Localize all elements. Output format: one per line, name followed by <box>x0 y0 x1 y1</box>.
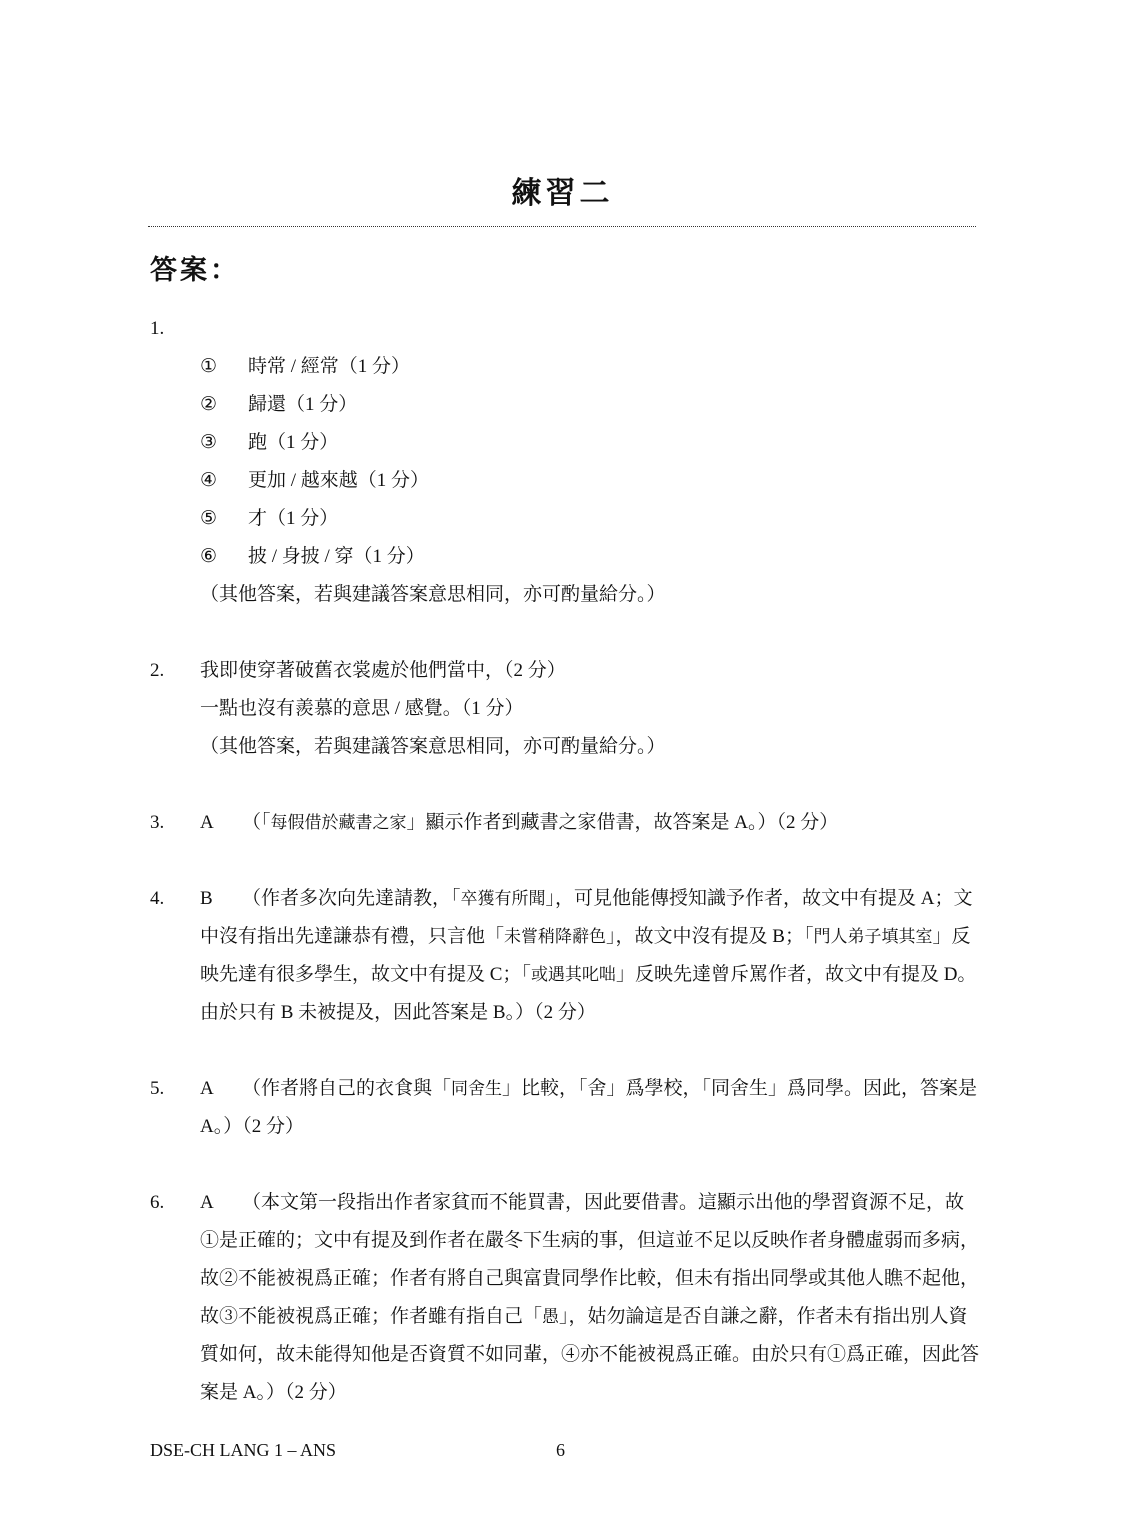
answers-heading: 答案： <box>150 255 240 286</box>
text-run: 」顯示作者到藏書之家借書，故答案是 A。）（2 分） <box>406 812 839 833</box>
answer-item <box>200 424 980 462</box>
answer-text <box>200 804 980 842</box>
item-marker: ② <box>200 394 218 415</box>
quotation: 每假借於藏書之家 <box>270 813 407 833</box>
item-marker: ③ <box>200 432 218 453</box>
question-3 <box>150 804 980 842</box>
answer-item <box>200 538 980 576</box>
text-run: 」反映先達曾斥罵作者，故文中有提及 D。由於只有 B 未被提及，因此答案是 B。）（2 分） <box>200 964 977 1023</box>
question-2 <box>150 652 980 766</box>
answer-line: 一點也沒有羨慕的意思 / 感覺。（1 分） <box>200 698 524 719</box>
answer-text <box>200 880 980 1032</box>
text-run: （作者多次向先達請教，「 <box>242 888 461 909</box>
answer-item <box>200 500 980 538</box>
answer-text <box>200 1184 980 1412</box>
answer-letter: A <box>200 812 214 833</box>
question-5 <box>150 1070 980 1146</box>
answer-item <box>200 348 980 386</box>
text-run: （作者將自己的衣食與「 <box>242 1078 452 1099</box>
title-divider <box>148 226 976 227</box>
text-run: 」，可見他能傳授知識予作者，故文中有提及 A；文中沒有指出先達謙恭有禮，只言他「 <box>200 888 973 947</box>
item-marker: ⑤ <box>200 508 218 529</box>
page-title: 練習二 <box>511 176 614 211</box>
text-run: 」，姑勿論這是否自謙之辭，作者未有指出別人資質如何，故未能得知他是否資質不如同輩，④亦不能被視爲正確。由於只有①爲正確，因此答案是 A。）（2 分） <box>200 1306 980 1403</box>
page-number: 6 <box>556 1440 565 1460</box>
question-number: 1. <box>150 318 165 339</box>
footer-code: DSE-CH LANG 1 – ANS <box>150 1440 337 1460</box>
text-run: 」比較，「舍」爲學校，「同舍生」爲同學。因此，答案是 A。）（2 分） <box>200 1078 978 1137</box>
item-marker: ⑥ <box>200 546 218 567</box>
quotation: 愚 <box>542 1307 560 1327</box>
item-text: 跑（1 分） <box>248 432 339 453</box>
item-text: 才（1 分） <box>248 508 339 529</box>
text-run: 」反映先達有很多學生，故文中有提及 C；「 <box>200 926 971 985</box>
item-marker: ① <box>200 356 218 377</box>
question-number: 4. <box>150 888 165 909</box>
text-run: （本文第一段指出作者家貧而不能買書，因此要借書。這顯示出他的學習資源不足，故①是正確的；文中有提及到作者在嚴冬下生病的事，但這並不足以反映作者身體虛弱而多病，故②不能被視爲正確；作者有將自己與富貴同學作比較，但未有指出同學或其他人瞧不起他，故③不能被視爲正確；作者雖有指自己「 <box>200 1192 980 1327</box>
answer-letter: B <box>200 888 213 909</box>
quotation: 卒獲有所聞 <box>460 889 546 909</box>
answer-list <box>150 310 980 1412</box>
quotation: 同舍生 <box>451 1079 503 1099</box>
marking-note: （其他答案，若與建議答案意思相同，亦可酌量給分。） <box>200 584 666 605</box>
item-text: 更加 / 越來越（1 分） <box>248 470 430 491</box>
question-1 <box>150 310 980 614</box>
item-text: 披 / 身披 / 穿（1 分） <box>248 546 425 567</box>
question-number: 2. <box>150 660 165 681</box>
quotation: 或遇其叱咄 <box>530 965 616 985</box>
answer-letter: A <box>200 1192 214 1213</box>
item-text: 歸還（1 分） <box>248 394 358 415</box>
marking-note: （其他答案，若與建議答案意思相同，亦可酌量給分。） <box>200 736 666 757</box>
answer-item <box>200 386 980 424</box>
quotation: 未嘗稍降辭色 <box>504 927 607 947</box>
answer-text <box>200 1070 980 1146</box>
quotation: 門人弟子填其室 <box>813 927 933 947</box>
answer-item <box>200 462 980 500</box>
question-number: 5. <box>150 1078 165 1099</box>
text-run: （「 <box>242 812 271 833</box>
text-run: 」，故文中沒有提及 B；「 <box>606 926 814 947</box>
answer-line: 我即使穿著破舊衣裳處於他們當中，（2 分） <box>200 660 566 681</box>
item-text: 時常 / 經常（1 分） <box>248 356 411 377</box>
item-marker: ④ <box>200 470 218 491</box>
question-4 <box>150 880 980 1032</box>
answer-letter: A <box>200 1078 214 1099</box>
question-number: 3. <box>150 812 165 833</box>
question-6 <box>150 1184 980 1412</box>
question-number: 6. <box>150 1192 165 1213</box>
